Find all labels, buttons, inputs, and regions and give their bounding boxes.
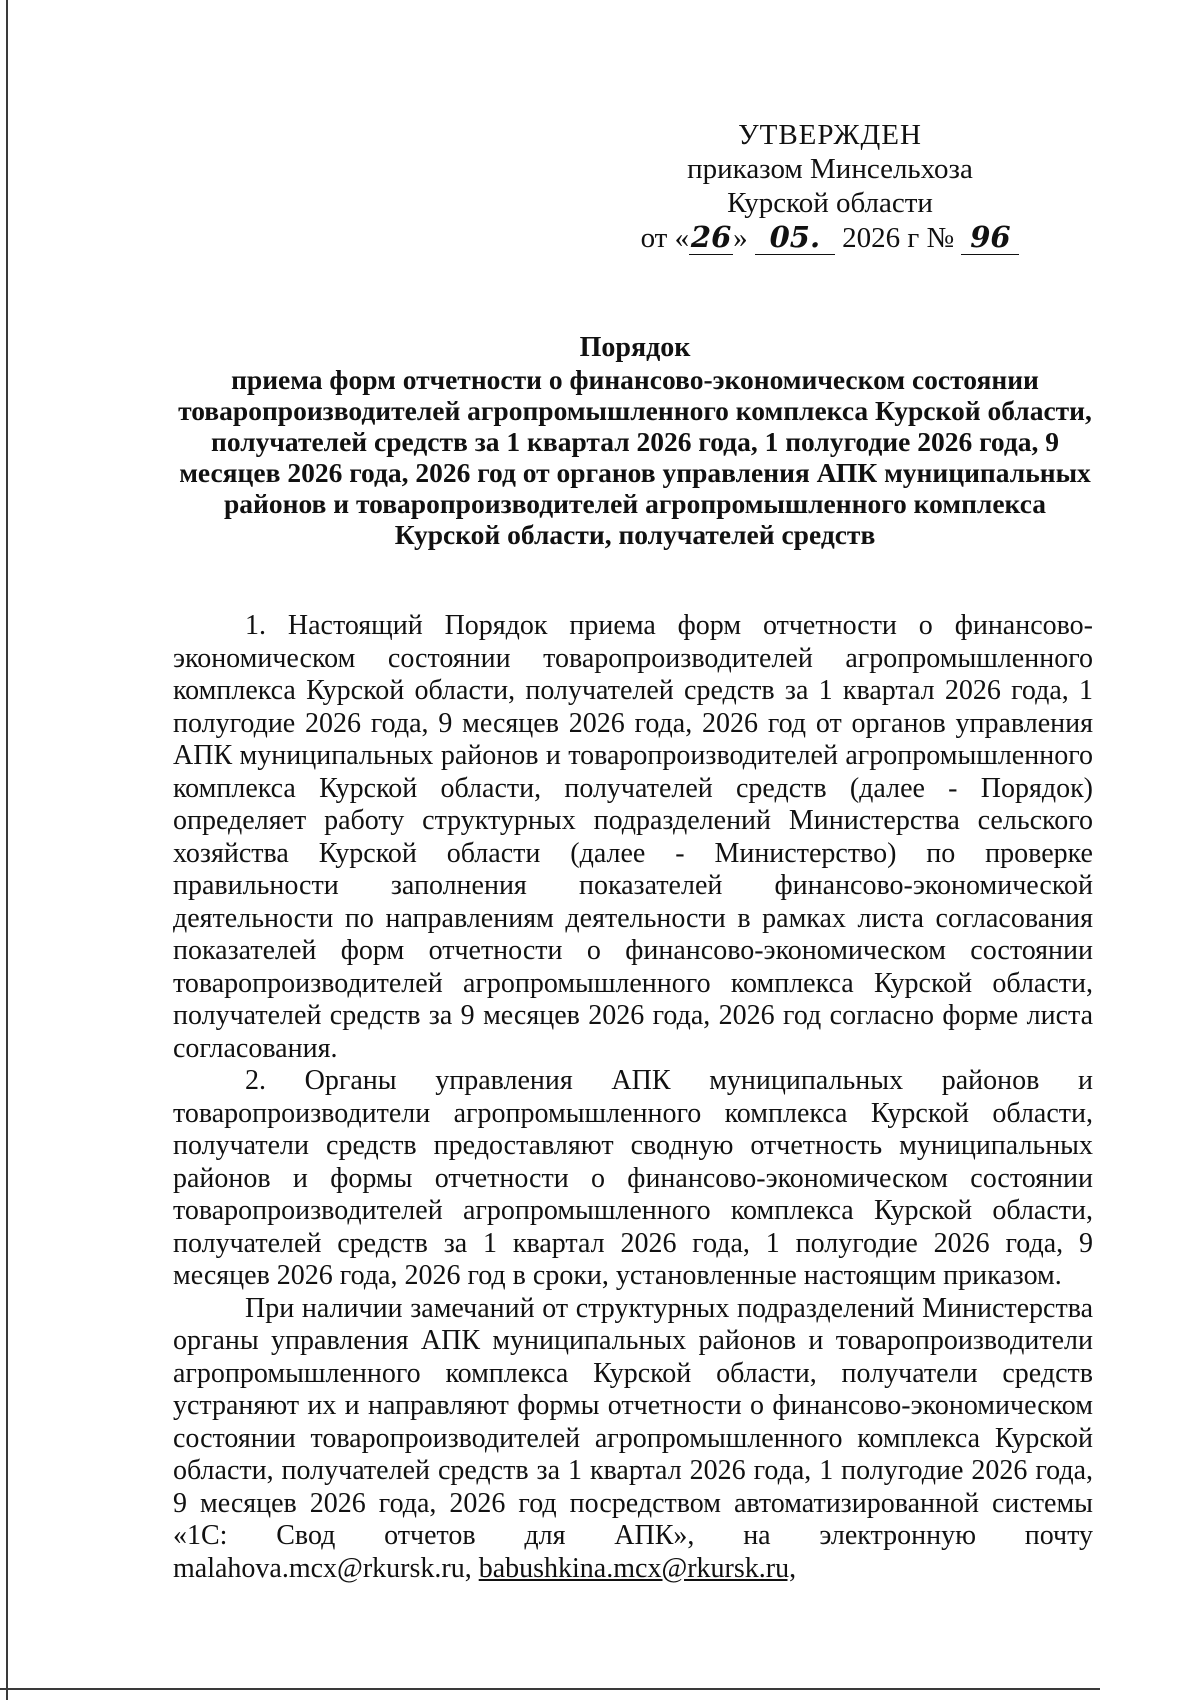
date-mid: » xyxy=(733,222,748,254)
scan-left-edge xyxy=(6,0,8,1700)
email-malahova: malahova.mcx@rkursk.ru, xyxy=(173,1552,472,1584)
approval-stamp-block xyxy=(620,118,1040,255)
handwritten-month: 05. xyxy=(755,220,835,255)
scan-bottom-edge xyxy=(0,1688,1100,1690)
paragraph-2: 2. Органы управления АПК муниципальных районов и товаропроизводители агропромышленного комплекса Курской области, получатели средств предоставляют сводную отчетность муниципальных районов и формы отчетности о финансово-экономическом состоянии товаропроизводителей агропромышленного комплекса Курской области, получателей средств за 1 квартал 2026 года, 1 полугодие 2026 года, 9 месяцев 2026 года, 2026 год в сроки, установленные настоящим приказом. xyxy=(173,1065,1093,1291)
title-heading: Порядок xyxy=(579,332,691,363)
handwritten-day: 26 xyxy=(690,220,732,254)
date-year: 2026 г № xyxy=(842,222,955,254)
approved-by-order: приказом Минсельхоза xyxy=(687,153,973,185)
paragraph-1: 1. Настоящий Порядок приема форм отчетности о финансово-экономическом состоянии товаропроизводителей агропромышленного комплекса Курской области, получателей средств за 1 квартал 2026 года, 1 полугодие 2026 года, 9 месяцев 2026 года, 2026 год от органов управления АПК муниципальных районов и товаропроизводителей агропромышленного комплекса Курской области, получателей средств (далее - Порядок) определяет работу структурных подразделений Министерства сельского хозяйства Курской области (далее - Министерство) по проверке правильности заполнения показателей финансово-экономической деятельности по направлениям деятельности в рамках листа согласования показателей форм отчетности о финансово-экономическом состоянии товаропроизводителей агропромышленного комплекса Курской области, получателей средств за 9 месяцев 2026 года, 2026 год согласно форме листа согласования. xyxy=(173,610,1093,1064)
approved-label: УТВЕРЖДЕН xyxy=(738,119,922,151)
paragraph-3-text: При наличии замечаний от структурных подразделений Министерства органы управления АПК муниципальных районов и товаропроизводители агропромышленного комплекса Курской области, получатели средств устраняют их и направляют формы отчетности о финансово-экономическом состоянии товаропроизводителей агропромышленного комплекса Курской области, получателей средств за 1 квартал 2026 года, 1 полугодие 2026 года, 9 месяцев 2026 года, 2026 год посредством автоматизированной системы «1С: Свод отчетов для АПК», на электронную почту xyxy=(173,1292,1093,1551)
paragraph-3 xyxy=(173,1293,1093,1586)
document-title xyxy=(175,332,1095,550)
handwritten-order-number: 96 xyxy=(961,220,1019,255)
approved-region: Курской области xyxy=(727,187,933,219)
date-prefix: от « xyxy=(640,222,690,254)
approval-date-row xyxy=(641,220,1020,255)
title-subtitle: приема форм отчетности о финансово-экономическом состоянии товаропроизводителей агропромышленного комплекса Курской области, получателей средств за 1 квартал 2026 года, 1 полугодие 2026 года, 9 месяцев 2026 года, 2026 год от органов управления АПК муниципальных районов и товаропроизводителей агропромышленного комплекса Курской области, получателей средств xyxy=(178,364,1092,550)
document-body xyxy=(173,610,1093,1585)
email-babushkina: babushkina.mcx@rkursk.ru, xyxy=(478,1552,797,1584)
